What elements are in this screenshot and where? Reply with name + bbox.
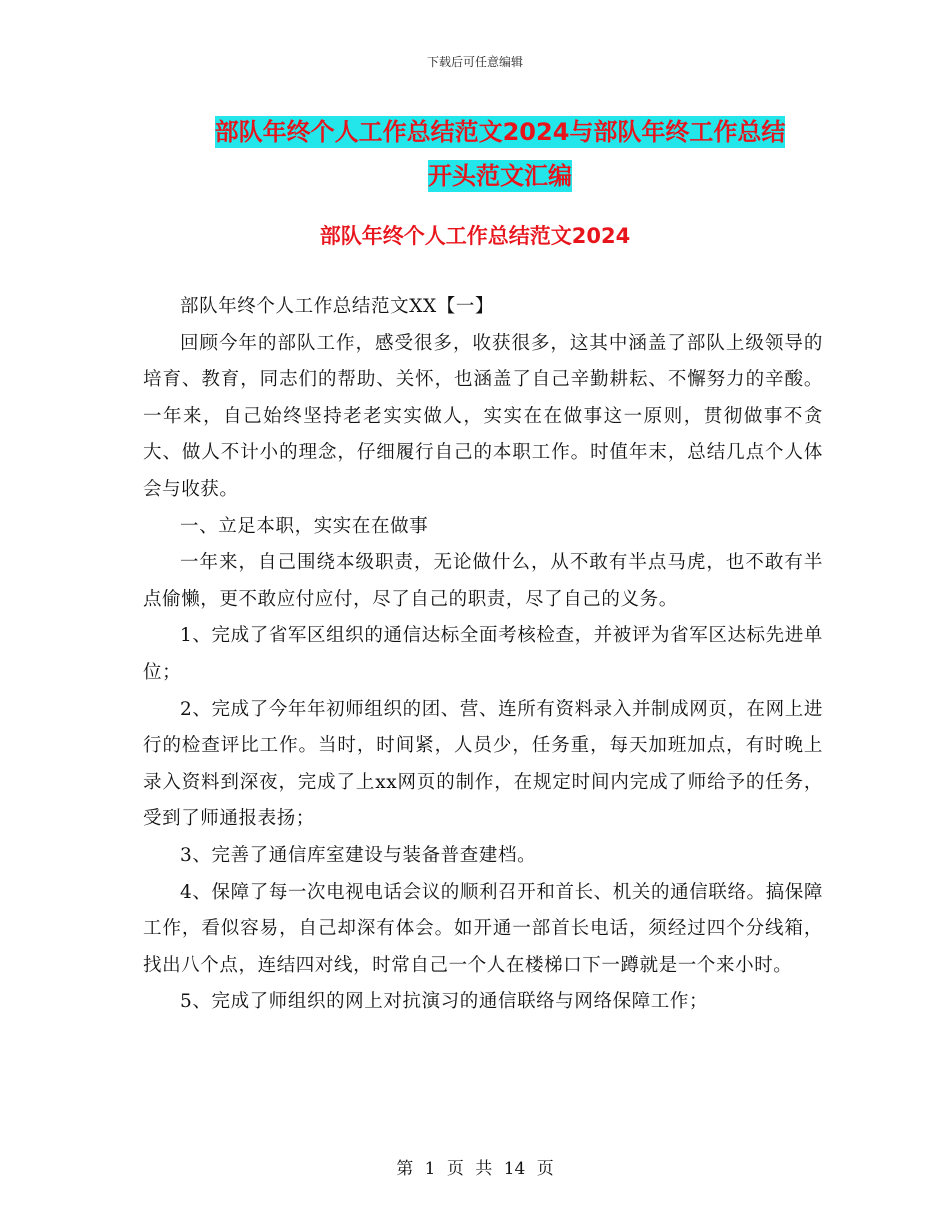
paragraph: 一、立足本职，实实在在做事 bbox=[180, 515, 429, 537]
main-title bbox=[150, 110, 850, 198]
main-title-line-2: 开头范文汇编 bbox=[428, 162, 572, 190]
main-title-line-1: 部队年终个人工作总结范文2024与部队年终工作总结 bbox=[214, 118, 786, 146]
body-text bbox=[143, 289, 823, 1021]
paragraph: 一年来，自己围绕本级职责，无论做什么，从不敢有半点马虎，也不敢有半点偷懒，更不敢应付应付，尽了自己的职责，尽了自己的义务。 bbox=[143, 552, 823, 610]
paragraph: 5、完成了师组织的网上对抗演习的通信联络与网络保障工作； bbox=[180, 991, 709, 1013]
paragraph: 部队年终个人工作总结范文XX【一】 bbox=[180, 296, 495, 317]
paragraph: 3、完善了通信库室建设与装备普查建档。 bbox=[180, 844, 537, 866]
paragraph: 回顾今年的部队工作，感受很多，收获很多，这其中涵盖了部队上级领导的培育、教育，同志们的帮助、关怀，也涵盖了自己辛勤耕耘、不懈努力的辛酸。一年来，自己始终坚持老老实实做人，实实在在做事这一原则，贯彻做事不贪大、做人不计小的理念，仔细履行自己的本职工作。时值年末，总结几点个人体会与收获。 bbox=[143, 332, 823, 500]
page-footer: 第 1 页 共 14 页 bbox=[396, 1159, 554, 1179]
section-title: 部队年终个人工作总结范文2024 bbox=[319, 224, 631, 248]
header-note: 下载后可任意编辑 bbox=[426, 55, 523, 69]
paragraph: 2、完成了今年年初师组织的团、营、连所有资料录入并制成网页，在网上进行的检查评比工作。当时，时间紧，人员少，任务重，每天加班加点，有时晚上录入资料到深夜，完成了上xx网页的制作，在规定时间内完成了师给予的任务，受到了师通报表扬； bbox=[143, 698, 823, 830]
paragraph: 1、完成了省军区组织的通信达标全面考核检查，并被评为省军区达标先进单位； bbox=[143, 625, 823, 683]
paragraph: 4、保障了每一次电视电话会议的顺利召开和首长、机关的通信联络。搞保障工作，看似容易，自己却深有体会。如开通一部首长电话，须经过四个分线箱，找出八个点，连结四对线，时常自己一个人在楼梯口下一蹲就是一个来小时。 bbox=[143, 881, 823, 976]
